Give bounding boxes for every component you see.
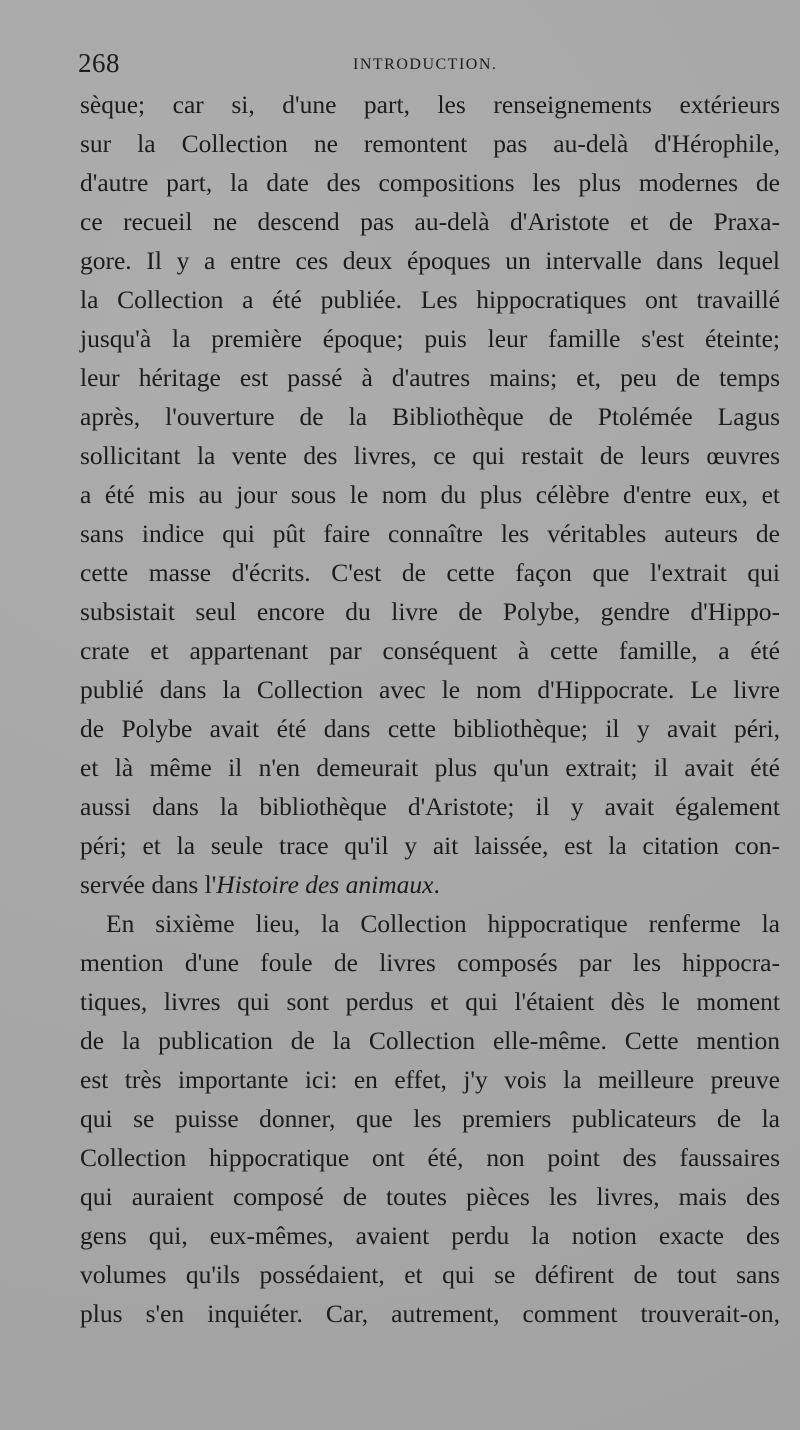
text-line: sans indice qui pût faire connaître les véritables auteurs de xyxy=(80,519,780,548)
text-line: sur la Collection ne remontent pas au-delà d'Hérophile, xyxy=(80,129,780,158)
text-line: mention d'une foule de livres composés par les hippocra- xyxy=(80,948,780,977)
text-line: sollicitant la vente des livres, ce qui restait de leurs œuvres xyxy=(80,441,780,470)
book-title-italic: Histoire des animaux xyxy=(216,870,434,899)
text-line: est très importante ici: en effet, j'y vois la meilleure preuve xyxy=(80,1065,780,1094)
text-line: d'autre part, la date des compositions les plus modernes de xyxy=(80,168,780,197)
text-line: sèque; car si, d'une part, les renseignements extérieurs xyxy=(80,90,780,119)
page-number: 268 xyxy=(78,48,120,78)
text-line: subsistait seul encore du livre de Polybe, gendre d'Hippo- xyxy=(80,597,780,626)
text-line: de la publication de la Collection elle-même. Cette mention xyxy=(80,1026,780,1055)
text-line: publié dans la Collection avec le nom d'Hippocrate. Le livre xyxy=(80,675,780,704)
text-line: leur héritage est passé à d'autres mains; et, peu de temps xyxy=(80,363,780,392)
text-fragment: servée dans l' xyxy=(80,870,217,899)
body-text xyxy=(80,85,780,1333)
text-line: crate et appartenant par conséquent à cette famille, a été xyxy=(80,636,780,665)
text-line: cette masse d'écrits. C'est de cette façon que l'extrait qui xyxy=(80,558,780,587)
text-line: a été mis au jour sous le nom du plus célèbre d'entre eux, et xyxy=(80,480,780,509)
text-line: ce recueil ne descend pas au-delà d'Aristote et de Praxa- xyxy=(80,207,780,236)
paragraph-1 xyxy=(80,85,780,904)
text-line-last xyxy=(80,865,780,904)
text-line: En sixième lieu, la Collection hippocratique renferme la xyxy=(106,909,780,938)
text-line: volumes qu'ils possédaient, et qui se défirent de tout sans xyxy=(80,1260,780,1289)
text-line: de Polybe avait été dans cette bibliothèque; il y avait péri, xyxy=(80,714,780,743)
text-line: péri; et la seule trace qu'il y ait laissée, est la citation con- xyxy=(80,831,780,860)
text-line: après, l'ouverture de la Bibliothèque de Ptolémée Lagus xyxy=(80,402,780,431)
text-line: qui se puisse donner, que les premiers publicateurs de la xyxy=(80,1104,780,1133)
text-line: et là même il n'en demeurait plus qu'un extrait; il avait été xyxy=(80,753,780,782)
text-line: aussi dans la bibliothèque d'Aristote; il y avait également xyxy=(80,792,780,821)
text-line: gens qui, eux-mêmes, avaient perdu la notion exacte des xyxy=(80,1221,780,1250)
text-line: gore. Il y a entre ces deux époques un intervalle dans lequel xyxy=(80,246,780,275)
text-fragment: . xyxy=(433,870,440,899)
text-line: qui auraient composé de toutes pièces les livres, mais des xyxy=(80,1182,780,1211)
text-line: Collection hippocratique ont été, non point des faussaires xyxy=(80,1143,780,1172)
running-head xyxy=(78,48,776,82)
paragraph-2 xyxy=(80,904,780,1333)
running-title: INTRODUCTION. xyxy=(353,56,498,73)
text-line: tiques, livres qui sont perdus et qui l'étaient dès le moment xyxy=(80,987,780,1016)
text-line: la Collection a été publiée. Les hippocratiques ont travaillé xyxy=(80,285,780,314)
text-line: jusqu'à la première époque; puis leur famille s'est éteinte; xyxy=(80,324,780,353)
text-line: plus s'en inquiéter. Car, autrement, comment trouverait-on, xyxy=(80,1299,780,1328)
